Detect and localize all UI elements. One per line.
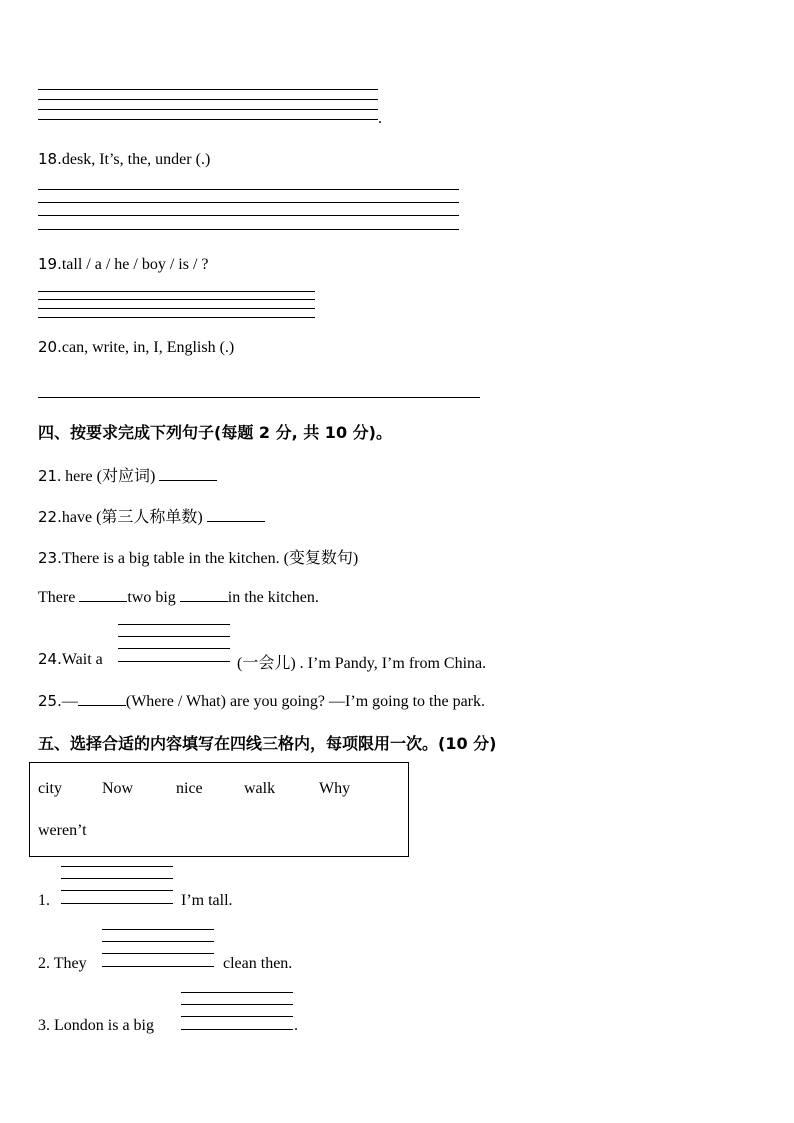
- q23-text: There is a big table in the kitchen. (变复数句): [61, 550, 359, 567]
- q24-four-line-grid[interactable]: [118, 624, 230, 662]
- q19-text: tall / a / he / boy / is / ?: [61, 256, 209, 273]
- q22-number: 22.: [38, 508, 62, 526]
- q22-text: have (第三人称单数): [61, 509, 207, 526]
- q17-four-line-grid[interactable]: [38, 89, 378, 121]
- q25-dash: —: [61, 693, 78, 710]
- s5-q3-after: .: [294, 1017, 298, 1034]
- q22-prompt: [38, 504, 265, 527]
- q20-text: can, write, in, I, English (.): [61, 339, 235, 356]
- q24-number: 24.: [38, 650, 62, 668]
- q23-blank-2[interactable]: [180, 587, 228, 602]
- q23-prompt: [38, 545, 358, 568]
- word-walk: walk: [244, 780, 276, 797]
- q25-answer-blank[interactable]: [78, 691, 126, 706]
- word-now: Now: [102, 780, 134, 797]
- q19-prompt: [38, 255, 209, 274]
- q20-prompt: [38, 338, 234, 357]
- q23-in-kitchen: in the kitchen.: [227, 589, 319, 606]
- s5-q1-four-line-grid[interactable]: [61, 866, 173, 904]
- s5-q2-label: 2. They: [38, 955, 87, 972]
- s5-q1-label: 1.: [38, 892, 50, 909]
- word-city: city: [38, 780, 62, 797]
- q19-number: 19.: [38, 255, 62, 273]
- q24-text-before: Wait a: [61, 651, 103, 668]
- q23-blank-1[interactable]: [79, 587, 127, 602]
- q20-answer-line[interactable]: [38, 397, 480, 398]
- q25-number: 25.: [38, 692, 62, 710]
- s5-q3-label: 3. London is a big: [38, 1017, 154, 1034]
- q24-prompt-start: [38, 650, 103, 669]
- section5-heading: 五、选择合适的内容填写在四线三格内，每项限用一次。(10 分): [38, 734, 497, 753]
- q21-prompt: [38, 463, 217, 486]
- q17-end-mark: .: [378, 110, 382, 127]
- q24-prompt-end: (一会儿) . I’m Pandy, I’m from China.: [237, 655, 487, 672]
- q18-four-line-grid[interactable]: [38, 189, 459, 231]
- q21-text: . here (对应词): [57, 468, 160, 485]
- q21-number: 21: [38, 467, 58, 485]
- word-box: [29, 762, 409, 857]
- q18-number: 18.: [38, 150, 62, 168]
- q21-answer-blank[interactable]: [159, 466, 217, 481]
- q20-number: 20.: [38, 338, 62, 356]
- q23-number: 23.: [38, 549, 62, 567]
- s5-q3-four-line-grid[interactable]: [181, 992, 293, 1030]
- q25-text: (Where / What) are you going? —I’m going to the park.: [125, 693, 485, 710]
- s5-q1-after: I’m tall.: [181, 892, 233, 909]
- section4-heading: 四、按要求完成下列句子(每题 2 分, 共 10 分)。: [38, 423, 392, 442]
- q23-two-big: two big: [127, 589, 180, 606]
- q25-prompt: [38, 691, 485, 711]
- word-why: Why: [319, 780, 351, 797]
- q18-text: desk, It’s, the, under (.): [61, 151, 211, 168]
- s5-q2-after: clean then.: [223, 955, 293, 972]
- q23-there: There: [38, 589, 80, 606]
- word-nice: nice: [176, 780, 203, 797]
- word-werent: weren’t: [38, 822, 87, 839]
- q19-four-line-grid[interactable]: [38, 291, 315, 319]
- q22-answer-blank[interactable]: [207, 507, 265, 522]
- q18-prompt: [38, 150, 210, 169]
- s5-q2-four-line-grid[interactable]: [102, 929, 214, 967]
- q23-rewrite-line: [38, 587, 319, 607]
